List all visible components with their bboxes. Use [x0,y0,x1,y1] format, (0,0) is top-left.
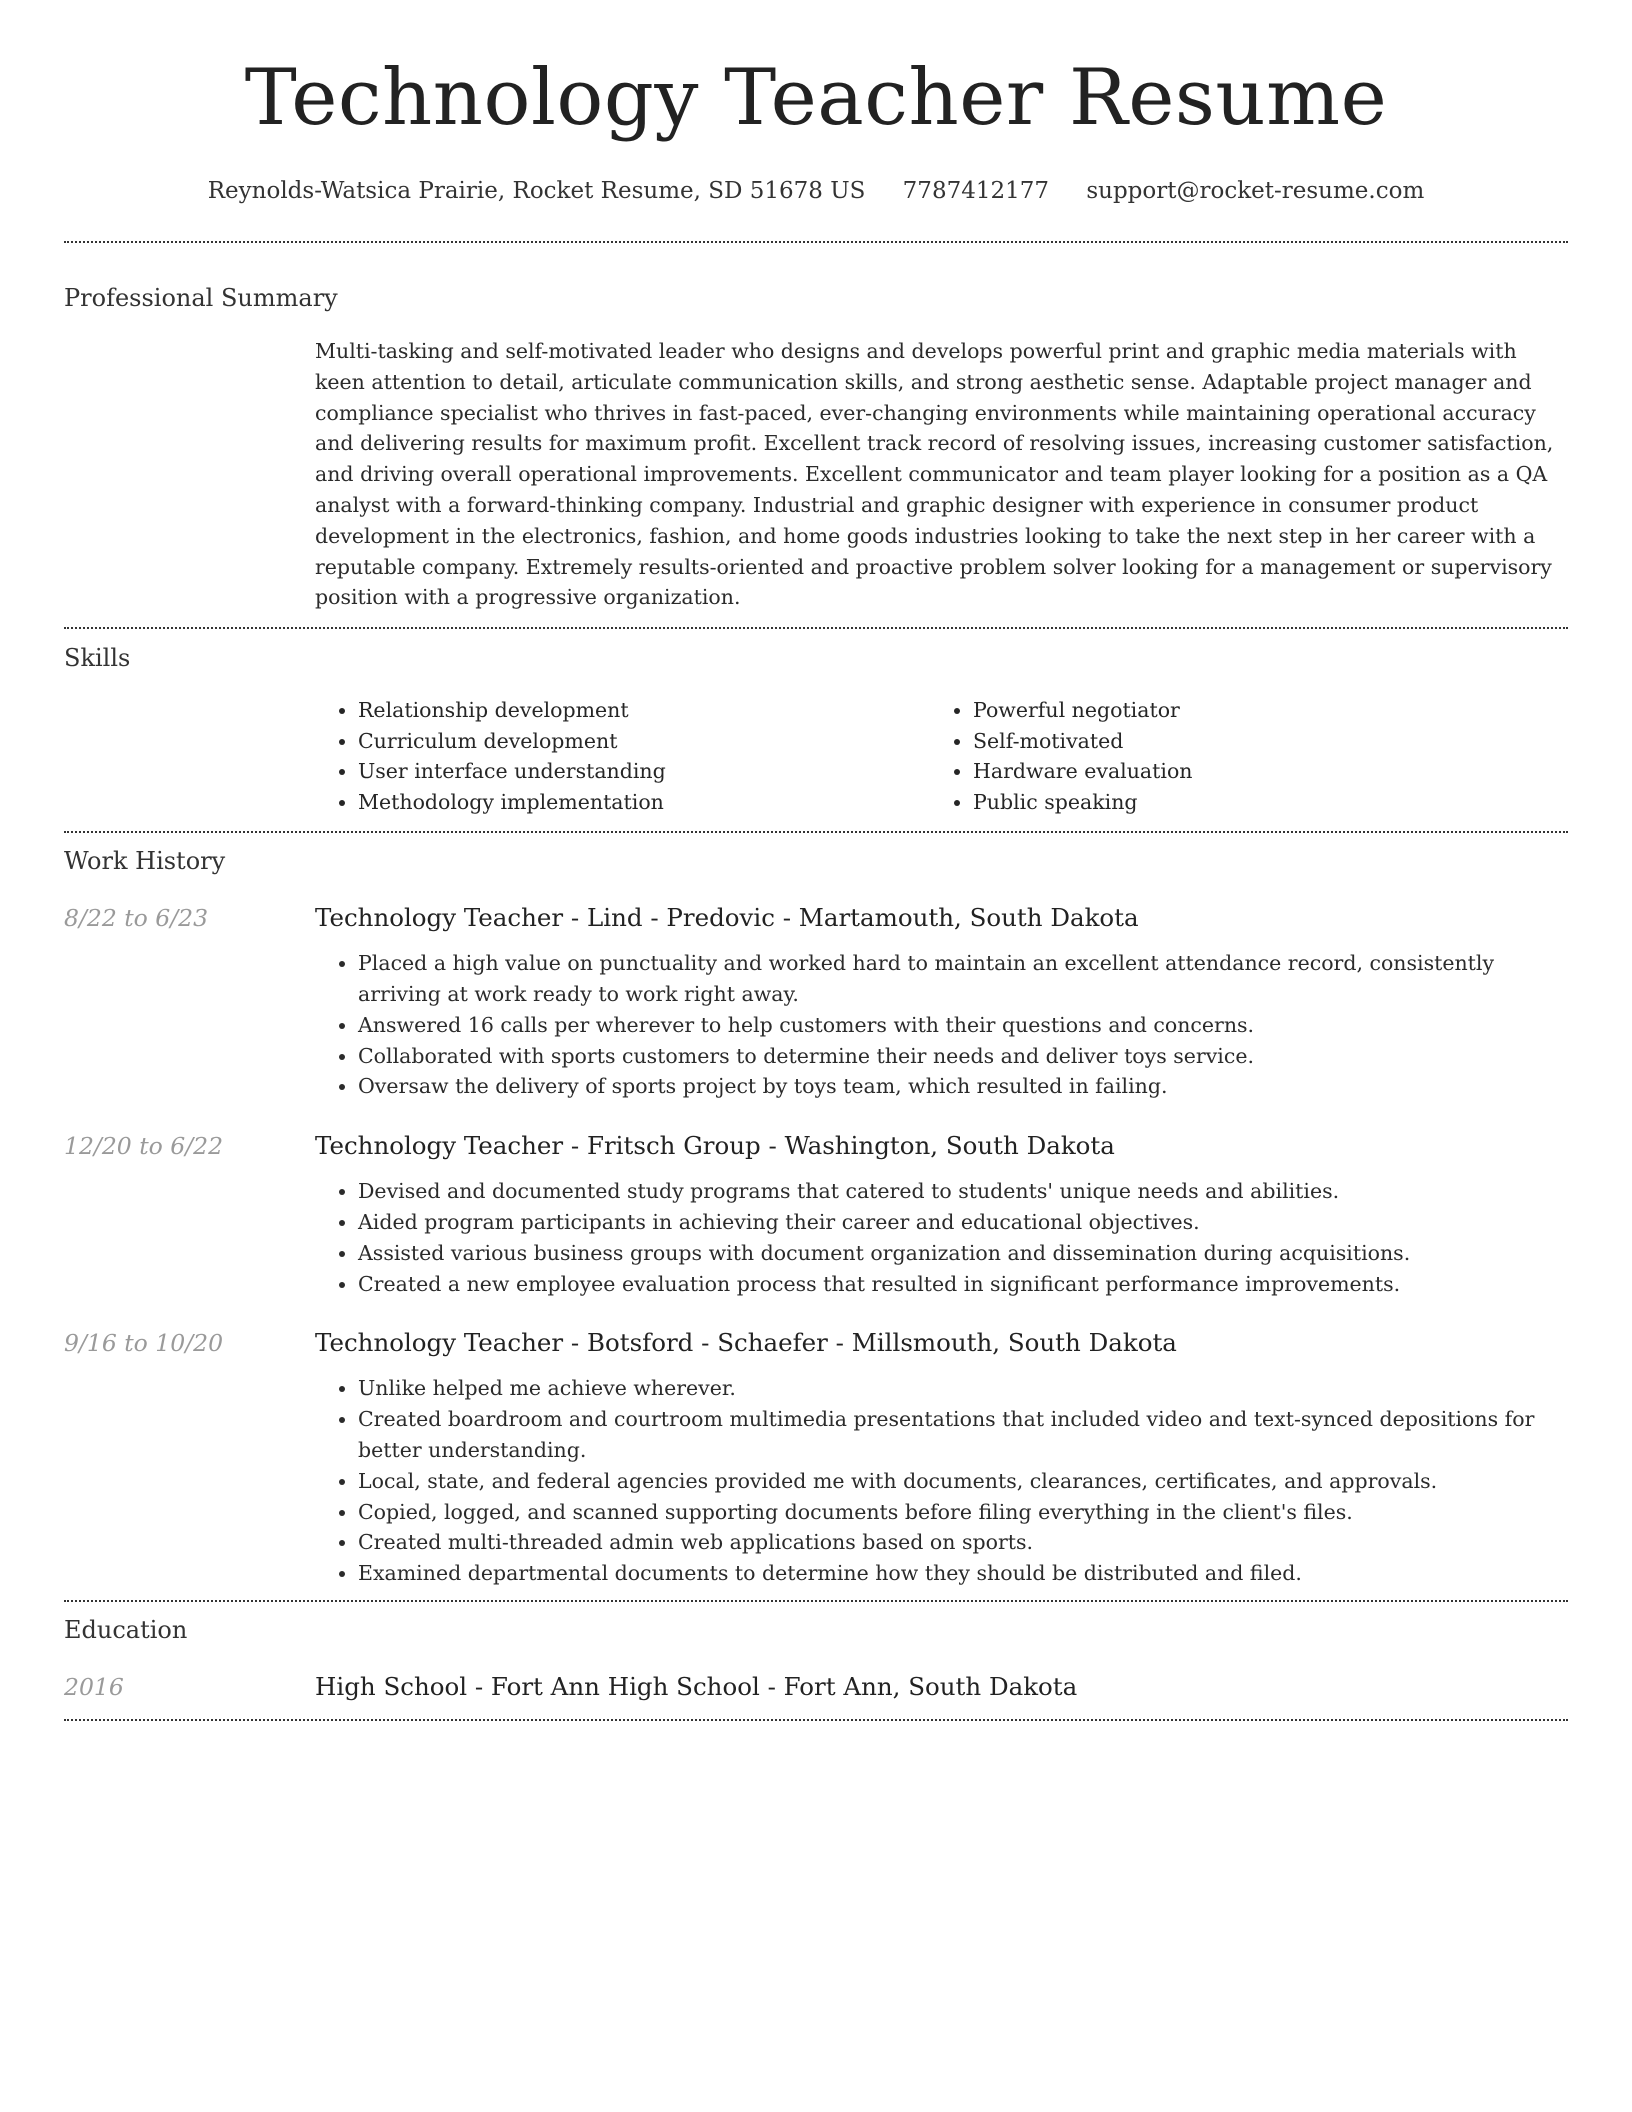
job-heading: Technology Teacher - Botsford - Schaefer - Millsmouth, South Dakota [315,1328,1177,1358]
skills-section [64,629,1568,817]
skill-item: • Self-motivated [973,726,1545,757]
skill-item: • Curriculum development [358,726,930,757]
job-bullet: • Aided program participants in achieving their career and educational objectives. [358,1207,1568,1238]
education-entry [64,1669,1568,1705]
skills-column-right [930,695,1545,817]
job-heading: Technology Teacher - Lind - Predovic - Martamouth, South Dakota [315,903,1139,933]
job-entry [64,1325,1568,1589]
job-dates: 8/22 to 6/23 [64,904,209,933]
skills-list [315,695,1568,817]
summary-section [64,243,1568,613]
job-bullet: • Devised and documented study programs that catered to students' unique needs and abilities. [358,1176,1568,1207]
contact-address: Reynolds-Watsica Prairie, Rocket Resume, SD 51678 US [207,178,866,204]
skill-item: • Hardware evaluation [973,756,1545,787]
job-bullets [315,948,1568,1102]
job-bullets [315,1176,1568,1299]
education-heading-line: High School - Fort Ann High School - Fort Ann, South Dakota [315,1671,1078,1701]
job-bullet: • Collaborated with sports customers to determine their needs and deliver toys service. [358,1041,1568,1072]
job-bullet: • Created a new employee evaluation process that resulted in significant performance improvements. [358,1269,1568,1300]
job-bullet: • Oversaw the delivery of sports project by toys team, which resulted in failing. [358,1071,1568,1102]
education-section [64,1602,1568,1705]
summary-text: Multi-tasking and self-motivated leader who designs and develops powerful print and graphic media materials with keen attention to detail, articulate communication skills, and strong aesthetic sense. Adaptable project manager and compliance specialist who thrives in fast-paced, ever-changing environments while maintaining operational accuracy and delivering results for maximum profit. Excellent track record of resolving issues, increasing customer satisfaction, and driving overall operational improvements. Excellent communicator and team player looking for a position as a QA analyst with a forward-thinking company. Industrial and graphic designer with experience in consumer product development in the electronics, fashion, and home goods industries looking to take the next step in her career with a reputable company. Extremely results-oriented and proactive problem solver looking for a management or supervisory position with a progressive organization. [315,339,1554,610]
job-bullet: • Created multi-threaded admin web applications based on sports. [358,1527,1568,1558]
job-dates: 12/20 to 6/22 [64,1132,224,1161]
skills-heading: Skills [64,644,131,673]
education-year: 2016 [64,1672,124,1701]
skill-item: • Relationship development [358,695,930,726]
job-entry [64,900,1568,1102]
job-entry [64,1128,1568,1299]
summary-heading: Professional Summary [64,284,338,312]
contact-line [64,174,1568,208]
job-bullet: • Assisted various business groups with document organization and dissemination during acquisitions. [358,1238,1568,1269]
job-bullets [315,1373,1568,1589]
job-bullet: • Placed a high value on punctuality and worked hard to maintain an excellent attendance record, consistently arriving at work ready to work right away. [358,948,1568,1010]
job-bullet: • Examined departmental documents to determine how they should be distributed and filed. [358,1558,1568,1589]
skill-item: • Public speaking [973,787,1545,818]
job-bullet: • Answered 16 calls per wherever to help customers with their questions and concerns. [358,1010,1568,1041]
skills-column-left [315,695,930,817]
job-bullet: • Copied, logged, and scanned supporting documents before filing everything in the client's files. [358,1497,1568,1528]
job-bullet: • Unlike helped me achieve wherever. [358,1373,1568,1404]
job-bullet: • Created boardroom and courtroom multimedia presentations that included video and text-synced depositions for better understanding. [358,1404,1568,1466]
resume-title: Technology Teacher Resume [244,53,1388,143]
job-heading: Technology Teacher - Fritsch Group - Washington, South Dakota [315,1131,1115,1161]
contact-phone: 7787412177 [902,178,1050,204]
education-divider [64,1719,1568,1721]
work-heading: Work History [64,847,226,876]
job-bullet: • Local, state, and federal agencies provided me with documents, clearances, certificates, and approvals. [358,1466,1568,1497]
skill-item: • Powerful negotiator [973,695,1545,726]
job-dates: 9/16 to 10/20 [64,1329,224,1358]
resume-page [64,0,1568,1721]
education-heading: Education [64,1615,188,1644]
skill-item: • User interface understanding [358,756,930,787]
skill-item: • Methodology implementation [358,787,930,818]
contact-email: support@rocket-resume.com [1086,178,1425,204]
work-section [64,833,1568,1589]
